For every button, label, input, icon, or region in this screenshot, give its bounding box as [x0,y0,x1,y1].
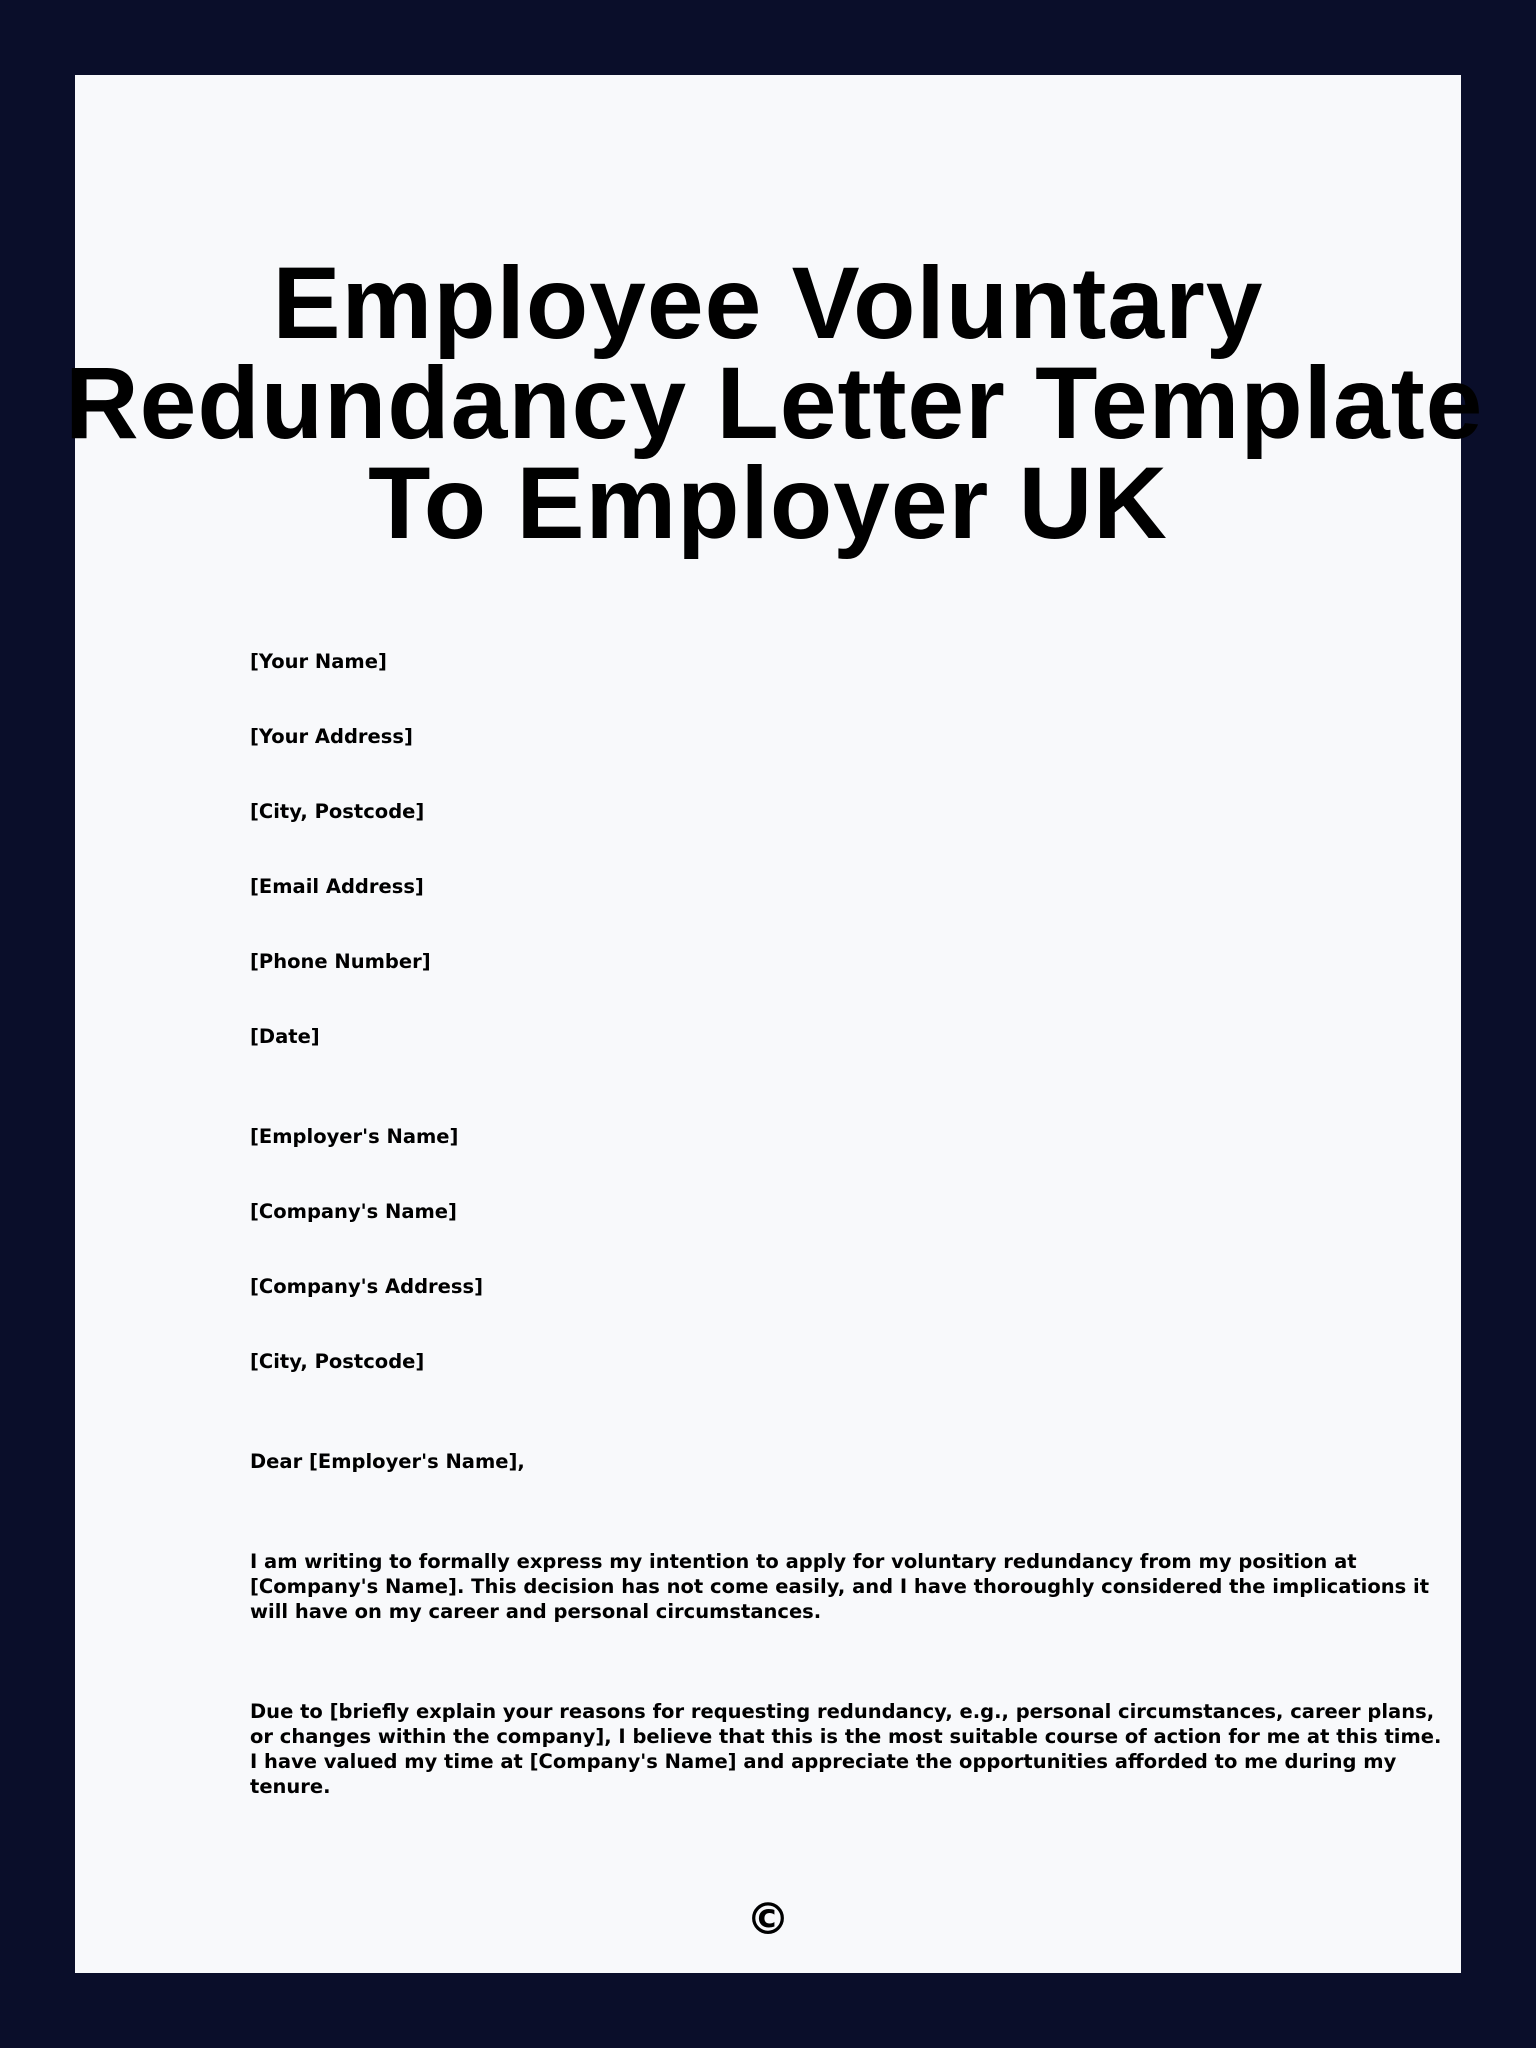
paragraph-2 [250,1699,1442,1799]
recipient-employer-name: [Employer's Name] [250,1125,459,1148]
sender-name: [Your Name] [250,650,387,673]
title-line-1: Employee Voluntary [272,246,1264,360]
document-title [65,246,1484,560]
salutation: Dear [Employer's Name], [250,1450,525,1473]
recipient-city-postcode: [City, Postcode] [250,1350,425,1373]
letter-page [65,75,1484,1973]
sender-city-postcode: [City, Postcode] [250,800,425,823]
recipient-company-address: [Company's Address] [250,1275,483,1298]
paragraph-1-line: [Company's Name]. This decision has not come easily, and I have thoroughly considered the implications it [250,1575,1430,1598]
paragraph-1-line: I am writing to formally express my intention to apply for voluntary redundancy from my position at [250,1550,1357,1573]
sender-phone: [Phone Number] [250,950,431,973]
paragraph-2-line: or changes within the company], I believe that this is the most suitable course of action for me at this time. [250,1725,1442,1748]
paragraph-2-line: Due to [briefly explain your reasons for requesting redundancy, e.g., personal circumstances, career plans, [250,1700,1435,1723]
copyright-icon: © [746,1894,790,1945]
paragraph-1 [250,1549,1430,1624]
title-line-3: To Employer UK [368,446,1168,560]
letter-date: [Date] [250,1025,320,1048]
paragraph-1-line: will have on my career and personal circumstances. [250,1600,822,1623]
recipient-company-name: [Company's Name] [250,1200,457,1223]
paragraph-2-line: tenure. [250,1775,331,1798]
title-line-2: Redundancy Letter Template [65,346,1484,460]
sender-address: [Your Address] [250,725,413,748]
paragraph-2-line: I have valued my time at [Company's Name] and appreciate the opportunities afforded to me during my [250,1750,1397,1773]
sender-email: [Email Address] [250,875,424,898]
